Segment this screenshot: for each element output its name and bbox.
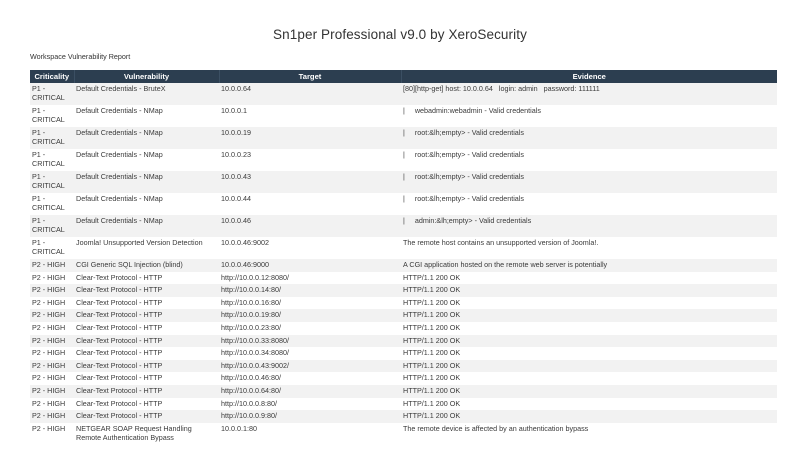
evidence-cell: | admin:&lh;empty> - Valid credentials [401, 215, 777, 237]
target-cell: http://10.0.0.19:80/ [219, 309, 401, 322]
table-row [30, 372, 777, 385]
target-cell: 10.0.0.1:80 [219, 423, 401, 445]
table-row [30, 410, 777, 423]
evidence-cell: | root:&lh;empty> - Valid credentials [401, 127, 777, 149]
table-row [30, 297, 777, 310]
target-cell: 10.0.0.43 [219, 171, 401, 193]
table-header-row [30, 70, 777, 83]
vulnerability-cell: Default Credentials - NMap [74, 149, 219, 171]
vulnerability-cell: Default Credentials - NMap [74, 127, 219, 149]
evidence-cell: The remote device is affected by an authentication bypass [401, 423, 777, 445]
evidence-cell: The remote host contains an unsupported version of Joomla!. [401, 237, 777, 259]
vulnerability-cell: CGI Generic SQL Injection (blind) [74, 259, 219, 272]
evidence-cell: HTTP/1.1 200 OK [401, 360, 777, 373]
vulnerability-cell: Clear-Text Protocol - HTTP [74, 347, 219, 360]
table-row [30, 127, 777, 149]
table-row [30, 193, 777, 215]
criticality-cell: P2 - HIGH [30, 335, 74, 348]
vulnerability-cell: Default Credentials - BruteX [74, 83, 219, 105]
target-cell: http://10.0.0.43:9002/ [219, 360, 401, 373]
evidence-cell: HTTP/1.1 200 OK [401, 309, 777, 322]
target-cell: 10.0.0.1 [219, 105, 401, 127]
target-cell: 10.0.0.64 [219, 83, 401, 105]
vulnerability-cell: Clear-Text Protocol - HTTP [74, 360, 219, 373]
target-cell: 10.0.0.46:9002 [219, 237, 401, 259]
evidence-cell: | webadmin:webadmin - Valid credentials [401, 105, 777, 127]
criticality-cell: P1 - CRITICAL [30, 171, 74, 193]
criticality-cell: P2 - HIGH [30, 347, 74, 360]
column-header-target: Target [219, 70, 401, 83]
criticality-cell: P1 - CRITICAL [30, 215, 74, 237]
table-row [30, 272, 777, 285]
target-cell: 10.0.0.46 [219, 215, 401, 237]
target-cell: http://10.0.0.9:80/ [219, 410, 401, 423]
evidence-cell: A CGI application hosted on the remote web server is potentially [401, 259, 777, 272]
table-row [30, 259, 777, 272]
criticality-cell: P2 - HIGH [30, 272, 74, 285]
vulnerability-cell: Default Credentials - NMap [74, 171, 219, 193]
target-cell: http://10.0.0.33:8080/ [219, 335, 401, 348]
evidence-cell: HTTP/1.1 200 OK [401, 372, 777, 385]
vulnerability-cell: Joomla! Unsupported Version Detection [74, 237, 219, 259]
table-row [30, 398, 777, 411]
target-cell: http://10.0.0.14:80/ [219, 284, 401, 297]
criticality-cell: P2 - HIGH [30, 322, 74, 335]
vulnerability-cell: Default Credentials - NMap [74, 105, 219, 127]
table-row [30, 385, 777, 398]
vulnerability-cell: Clear-Text Protocol - HTTP [74, 297, 219, 310]
vulnerability-cell: Default Credentials - NMap [74, 193, 219, 215]
criticality-cell: P1 - CRITICAL [30, 105, 74, 127]
criticality-cell: P2 - HIGH [30, 309, 74, 322]
table-row [30, 322, 777, 335]
criticality-cell: P2 - HIGH [30, 284, 74, 297]
evidence-cell: | root:&lh;empty> - Valid credentials [401, 193, 777, 215]
target-cell: http://10.0.0.23:80/ [219, 322, 401, 335]
target-cell: 10.0.0.46:9000 [219, 259, 401, 272]
criticality-cell: P1 - CRITICAL [30, 237, 74, 259]
table-row [30, 360, 777, 373]
table-row [30, 309, 777, 322]
target-cell: 10.0.0.19 [219, 127, 401, 149]
target-cell: 10.0.0.44 [219, 193, 401, 215]
criticality-cell: P1 - CRITICAL [30, 149, 74, 171]
evidence-cell: HTTP/1.1 200 OK [401, 284, 777, 297]
evidence-cell: HTTP/1.1 200 OK [401, 398, 777, 411]
table-body [30, 83, 777, 445]
vulnerability-cell: Clear-Text Protocol - HTTP [74, 385, 219, 398]
table-row [30, 237, 777, 259]
target-cell: http://10.0.0.8:80/ [219, 398, 401, 411]
table-row [30, 83, 777, 105]
criticality-cell: P1 - CRITICAL [30, 83, 74, 105]
table-row [30, 171, 777, 193]
target-cell: http://10.0.0.16:80/ [219, 297, 401, 310]
vulnerability-cell: Clear-Text Protocol - HTTP [74, 372, 219, 385]
vulnerability-cell: Clear-Text Protocol - HTTP [74, 410, 219, 423]
vulnerability-cell: Clear-Text Protocol - HTTP [74, 398, 219, 411]
criticality-cell: P1 - CRITICAL [30, 127, 74, 149]
vulnerability-cell: Clear-Text Protocol - HTTP [74, 272, 219, 285]
criticality-cell: P2 - HIGH [30, 259, 74, 272]
table-row [30, 215, 777, 237]
evidence-cell: HTTP/1.1 200 OK [401, 410, 777, 423]
vulnerability-cell: Clear-Text Protocol - HTTP [74, 335, 219, 348]
column-header-criticality: Criticality [30, 70, 74, 83]
evidence-cell: [80][http-get] host: 10.0.0.64 login: admin password: 111111 [401, 83, 777, 105]
table-row [30, 335, 777, 348]
column-header-vulnerability: Vulnerability [74, 70, 219, 83]
evidence-cell: | root:&lh;empty> - Valid credentials [401, 149, 777, 171]
table-row [30, 423, 777, 445]
table-row [30, 105, 777, 127]
criticality-cell: P2 - HIGH [30, 297, 74, 310]
target-cell: http://10.0.0.46:80/ [219, 372, 401, 385]
evidence-cell: HTTP/1.1 200 OK [401, 272, 777, 285]
evidence-cell: | root:&lh;empty> - Valid credentials [401, 171, 777, 193]
criticality-cell: P2 - HIGH [30, 398, 74, 411]
vulnerability-cell: NETGEAR SOAP Request Handling Remote Authentication Bypass [74, 423, 219, 445]
target-cell: 10.0.0.23 [219, 149, 401, 171]
criticality-cell: P2 - HIGH [30, 410, 74, 423]
criticality-cell: P1 - CRITICAL [30, 193, 74, 215]
criticality-cell: P2 - HIGH [30, 385, 74, 398]
evidence-cell: HTTP/1.1 200 OK [401, 385, 777, 398]
target-cell: http://10.0.0.12:8080/ [219, 272, 401, 285]
vulnerability-cell: Clear-Text Protocol - HTTP [74, 322, 219, 335]
table-row [30, 284, 777, 297]
criticality-cell: P2 - HIGH [30, 423, 74, 445]
criticality-cell: P2 - HIGH [30, 360, 74, 373]
vulnerability-cell: Clear-Text Protocol - HTTP [74, 309, 219, 322]
table-row [30, 347, 777, 360]
vulnerability-cell: Default Credentials - NMap [74, 215, 219, 237]
vulnerability-cell: Clear-Text Protocol - HTTP [74, 284, 219, 297]
evidence-cell: HTTP/1.1 200 OK [401, 297, 777, 310]
column-header-evidence: Evidence [401, 70, 777, 83]
target-cell: http://10.0.0.64:80/ [219, 385, 401, 398]
table-row [30, 149, 777, 171]
evidence-cell: HTTP/1.1 200 OK [401, 335, 777, 348]
criticality-cell: P2 - HIGH [30, 372, 74, 385]
evidence-cell: HTTP/1.1 200 OK [401, 322, 777, 335]
report-subtitle: Workspace Vulnerability Report [30, 52, 131, 61]
target-cell: http://10.0.0.34:8080/ [219, 347, 401, 360]
report-title: Sn1per Professional v9.0 by XeroSecurity [273, 27, 527, 42]
evidence-cell: HTTP/1.1 200 OK [401, 347, 777, 360]
vulnerability-table [30, 70, 777, 445]
